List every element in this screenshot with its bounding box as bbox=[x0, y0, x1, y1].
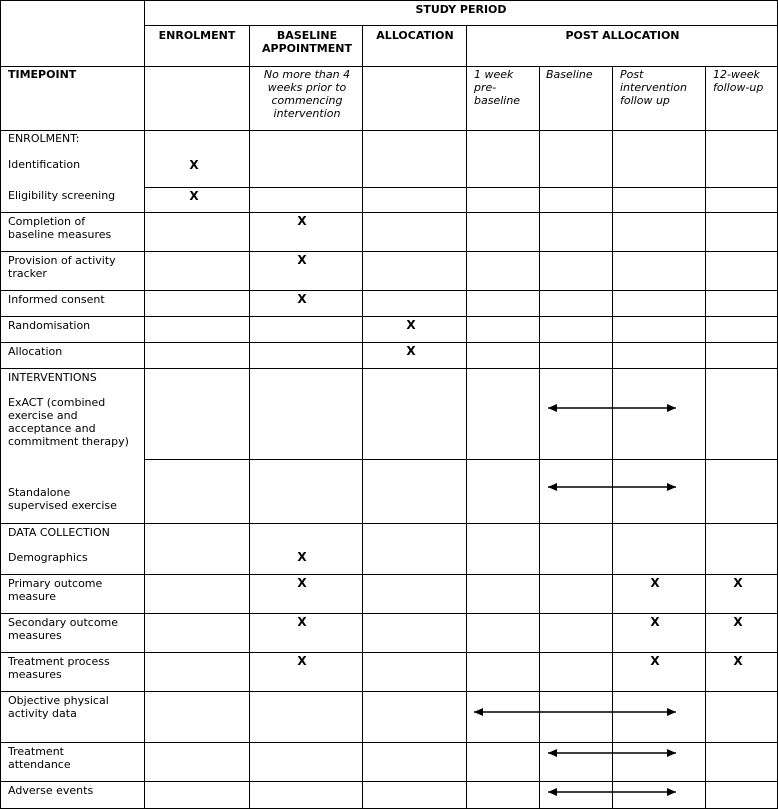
section-enrolment: ENROLMENT: bbox=[8, 132, 80, 145]
x-mark: X bbox=[406, 318, 416, 332]
allocation-column-header: ALLOCATION bbox=[376, 29, 454, 42]
row-treatment-process: Treatment process measures bbox=[8, 655, 110, 681]
x-mark: X bbox=[189, 158, 199, 172]
timepoint-label: TIMEPOINT bbox=[8, 68, 77, 81]
row-objective-activity: Objective physical activity data bbox=[8, 694, 109, 720]
x-mark: X bbox=[297, 214, 307, 228]
row-completion-baseline: Completion of baseline measures bbox=[8, 215, 112, 241]
row-treatment-attendance: Treatment attendance bbox=[8, 745, 71, 771]
study-period-header: STUDY PERIOD bbox=[415, 3, 507, 16]
x-mark: X bbox=[733, 654, 743, 668]
section-data-collection: DATA COLLECTION bbox=[8, 526, 110, 539]
x-mark: X bbox=[733, 576, 743, 590]
row-identification: Identification bbox=[8, 158, 81, 171]
section-interventions: INTERVENTIONS bbox=[8, 371, 97, 384]
x-mark: X bbox=[297, 253, 307, 267]
row-secondary-outcome: Secondary outcome measures bbox=[8, 616, 119, 642]
post-allocation-column-header: POST ALLOCATION bbox=[565, 29, 680, 42]
x-mark: X bbox=[406, 344, 416, 358]
row-demographics: Demographics bbox=[8, 551, 88, 564]
x-mark: X bbox=[297, 654, 307, 668]
row-primary-outcome: Primary outcome measure bbox=[8, 577, 103, 603]
x-mark: X bbox=[297, 550, 307, 564]
row-allocation: Allocation bbox=[8, 345, 63, 358]
row-activity-tracker: Provision of activity tracker bbox=[8, 254, 116, 280]
x-mark: X bbox=[189, 189, 199, 203]
x-mark: X bbox=[650, 576, 660, 590]
timepoint-twelve-week: 12-week follow-up bbox=[713, 68, 764, 94]
x-mark: X bbox=[650, 615, 660, 629]
x-mark: X bbox=[650, 654, 660, 668]
x-mark: X bbox=[297, 615, 307, 629]
row-randomisation: Randomisation bbox=[8, 319, 91, 332]
x-mark: X bbox=[297, 292, 307, 306]
x-mark: X bbox=[733, 615, 743, 629]
row-eligibility-screening: Eligibility screening bbox=[8, 189, 116, 202]
row-adverse-events: Adverse events bbox=[8, 784, 94, 797]
row-standalone: Standalone supervised exercise bbox=[8, 486, 117, 512]
row-exact: ExACT (combined exercise and acceptance and commitment therapy) bbox=[8, 396, 129, 448]
baseline-appointment-column-header: BASELINE APPOINTMENT bbox=[262, 29, 352, 55]
timepoint-post-intervention: Post intervention follow up bbox=[620, 68, 687, 107]
x-mark: X bbox=[297, 576, 307, 590]
timepoint-baseline: Baseline bbox=[546, 68, 593, 81]
enrolment-column-header: ENROLMENT bbox=[158, 29, 236, 42]
timepoint-baseline-note: No more than 4 weeks prior to commencing intervention bbox=[263, 68, 351, 120]
row-informed-consent: Informed consent bbox=[8, 293, 105, 306]
timepoint-one-week: 1 week pre-baseline bbox=[474, 68, 521, 107]
